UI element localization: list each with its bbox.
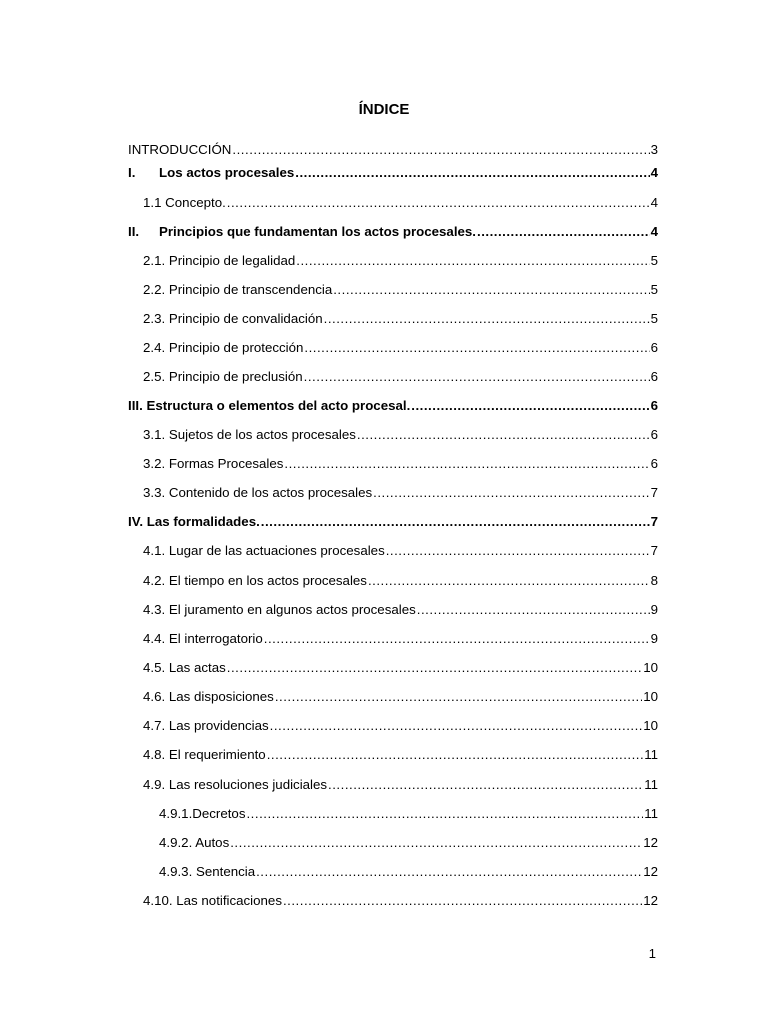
dot-leader [373, 483, 649, 503]
dot-leader [324, 309, 650, 329]
toc-entry-disposiciones[interactable] [143, 687, 658, 707]
toc-entry-principio-convalidacion[interactable] [143, 309, 658, 329]
dot-leader [328, 775, 643, 795]
dot-leader [411, 396, 649, 416]
toc-entry-estructura[interactable] [128, 396, 658, 416]
toc-entry-juramento[interactable] [143, 600, 658, 620]
toc-entry-label: 4.10. Las notificaciones [143, 893, 282, 908]
toc-entry-autos[interactable] [159, 833, 658, 853]
toc-entry-principios[interactable] [128, 222, 658, 242]
toc-entry-lugar[interactable] [143, 541, 658, 561]
toc-entry-label: III. Estructura o elementos del acto procesal. [128, 398, 411, 413]
dot-leader [295, 163, 649, 183]
toc-entry-decretos[interactable] [159, 804, 658, 824]
toc-entry-page: 4 [650, 165, 658, 180]
toc-entry-page: 4 [650, 224, 658, 239]
toc-entry-page: 12 [643, 893, 658, 908]
toc-entry-notificaciones[interactable] [143, 891, 658, 911]
toc-entry-providencias[interactable] [143, 716, 658, 736]
toc-entry-page: 3 [650, 142, 658, 157]
toc-entry-los-actos-procesales[interactable] [128, 163, 658, 183]
toc-entry-principio-legalidad[interactable] [143, 251, 658, 271]
toc-entry-page: 11 [644, 747, 658, 762]
dot-leader [386, 541, 650, 561]
toc-entry-requerimiento[interactable] [143, 745, 658, 765]
toc-entry-label: Los actos procesales [159, 165, 295, 180]
dot-leader [283, 891, 642, 911]
toc-entry-principio-proteccion[interactable] [143, 338, 658, 358]
toc-entry-label: 2.2. Principio de transcendencia [143, 282, 333, 297]
toc-entry-label: 4.3. El juramento en algunos actos procesales [143, 602, 416, 617]
dot-leader [357, 425, 650, 445]
toc-entry-number: II. [128, 224, 140, 239]
toc-entry-principio-preclusion[interactable] [143, 367, 658, 387]
dot-leader [333, 280, 649, 300]
dot-leader [230, 833, 642, 853]
toc-entry-contenido[interactable] [143, 483, 658, 503]
dot-leader [246, 804, 643, 824]
toc-entry-page: 11 [644, 806, 658, 821]
toc-entry-interrogatorio[interactable] [143, 629, 658, 649]
toc-entry-label: Principios que fundamentan los actos procesales. [159, 224, 476, 239]
toc-entry-principio-transcendencia[interactable] [143, 280, 658, 300]
toc-entry-label: 4.8. El requerimiento [143, 747, 266, 762]
toc-entry-page: 7 [650, 543, 658, 558]
dot-leader [304, 338, 649, 358]
toc-entry-introduccion[interactable] [128, 140, 658, 160]
toc-entry-label: 4.2. El tiempo en los actos procesales [143, 573, 367, 588]
dot-leader [232, 140, 649, 160]
toc-entry-label: 4.6. Las disposiciones [143, 689, 274, 704]
toc-entry-page: 6 [650, 456, 658, 471]
toc-entry-label: 3.1. Sujetos de los actos procesales [143, 427, 356, 442]
page-number: 1 [648, 946, 656, 961]
toc-entry-sujetos[interactable] [143, 425, 658, 445]
toc-entry-formas-procesales[interactable] [143, 454, 658, 474]
toc-entry-label: 4.9.3. Sentencia [159, 864, 256, 879]
dot-leader [417, 600, 650, 620]
toc-entry-label: 4.4. El interrogatorio [143, 631, 263, 646]
toc-entry-page: 10 [643, 718, 658, 733]
toc-entry-concepto[interactable] [143, 193, 658, 213]
toc-entry-label: 2.1. Principio de legalidad [143, 253, 296, 268]
dot-leader [296, 251, 649, 271]
toc-entry-page: 6 [650, 369, 658, 384]
toc-entry-page: 10 [643, 689, 658, 704]
toc-entry-page: 7 [650, 485, 658, 500]
dot-leader [270, 716, 643, 736]
dot-leader [477, 222, 650, 242]
toc-entry-page: 9 [650, 631, 658, 646]
toc-entry-page: 4 [650, 195, 658, 210]
dot-leader [267, 745, 643, 765]
toc-entry-label: INTRODUCCIÓN [128, 142, 232, 157]
toc-entry-page: 12 [643, 864, 658, 879]
toc-entry-page: 12 [643, 835, 658, 850]
toc-entry-page: 10 [643, 660, 658, 675]
toc-entry-label: 2.3. Principio de convalidación [143, 311, 323, 326]
toc-entry-page: 7 [650, 514, 658, 529]
toc-entry-formalidades[interactable] [128, 512, 658, 532]
toc-entry-page: 8 [650, 573, 658, 588]
dot-leader [256, 862, 642, 882]
toc-entry-page: 6 [650, 427, 658, 442]
dot-leader [284, 454, 649, 474]
toc-entry-page: 5 [650, 253, 658, 268]
toc-entry-label: 4.1. Lugar de las actuaciones procesales [143, 543, 385, 558]
toc-entry-tiempo[interactable] [143, 571, 658, 591]
toc-entry-label: 3.3. Contenido de los actos procesales [143, 485, 373, 500]
toc-entry-page: 6 [650, 398, 658, 413]
toc-entry-label: 4.9.2. Autos [159, 835, 230, 850]
dot-leader [227, 193, 650, 213]
toc-entry-label: 1.1 Concepto. [143, 195, 226, 210]
toc-entry-sentencia[interactable] [159, 862, 658, 882]
toc-entry-label: 4.7. Las providencias [143, 718, 269, 733]
toc-entry-page: 11 [644, 777, 658, 792]
toc-entry-resoluciones[interactable] [143, 775, 658, 795]
dot-leader [227, 658, 642, 678]
dot-leader [368, 571, 650, 591]
dot-leader [261, 512, 650, 532]
toc-entry-label: 2.4. Principio de protección [143, 340, 304, 355]
toc-entry-label: 2.5. Principio de preclusión [143, 369, 303, 384]
toc-entry-actas[interactable] [143, 658, 658, 678]
page-title: ÍNDICE [358, 101, 410, 118]
toc-entry-label: 4.9.1.Decretos [159, 806, 246, 821]
dot-leader [264, 629, 650, 649]
toc-entry-number: I. [128, 165, 136, 180]
toc-entry-label: 4.5. Las actas [143, 660, 226, 675]
toc-entry-page: 6 [650, 340, 658, 355]
toc-entry-label: 4.9. Las resoluciones judiciales [143, 777, 328, 792]
dot-leader [304, 367, 650, 387]
dot-leader [275, 687, 642, 707]
toc-entry-page: 5 [650, 311, 658, 326]
toc-entry-page: 9 [650, 602, 658, 617]
toc-entry-label: 3.2. Formas Procesales [143, 456, 284, 471]
toc-entry-label: IV. Las formalidades. [128, 514, 260, 529]
toc-entry-page: 5 [650, 282, 658, 297]
